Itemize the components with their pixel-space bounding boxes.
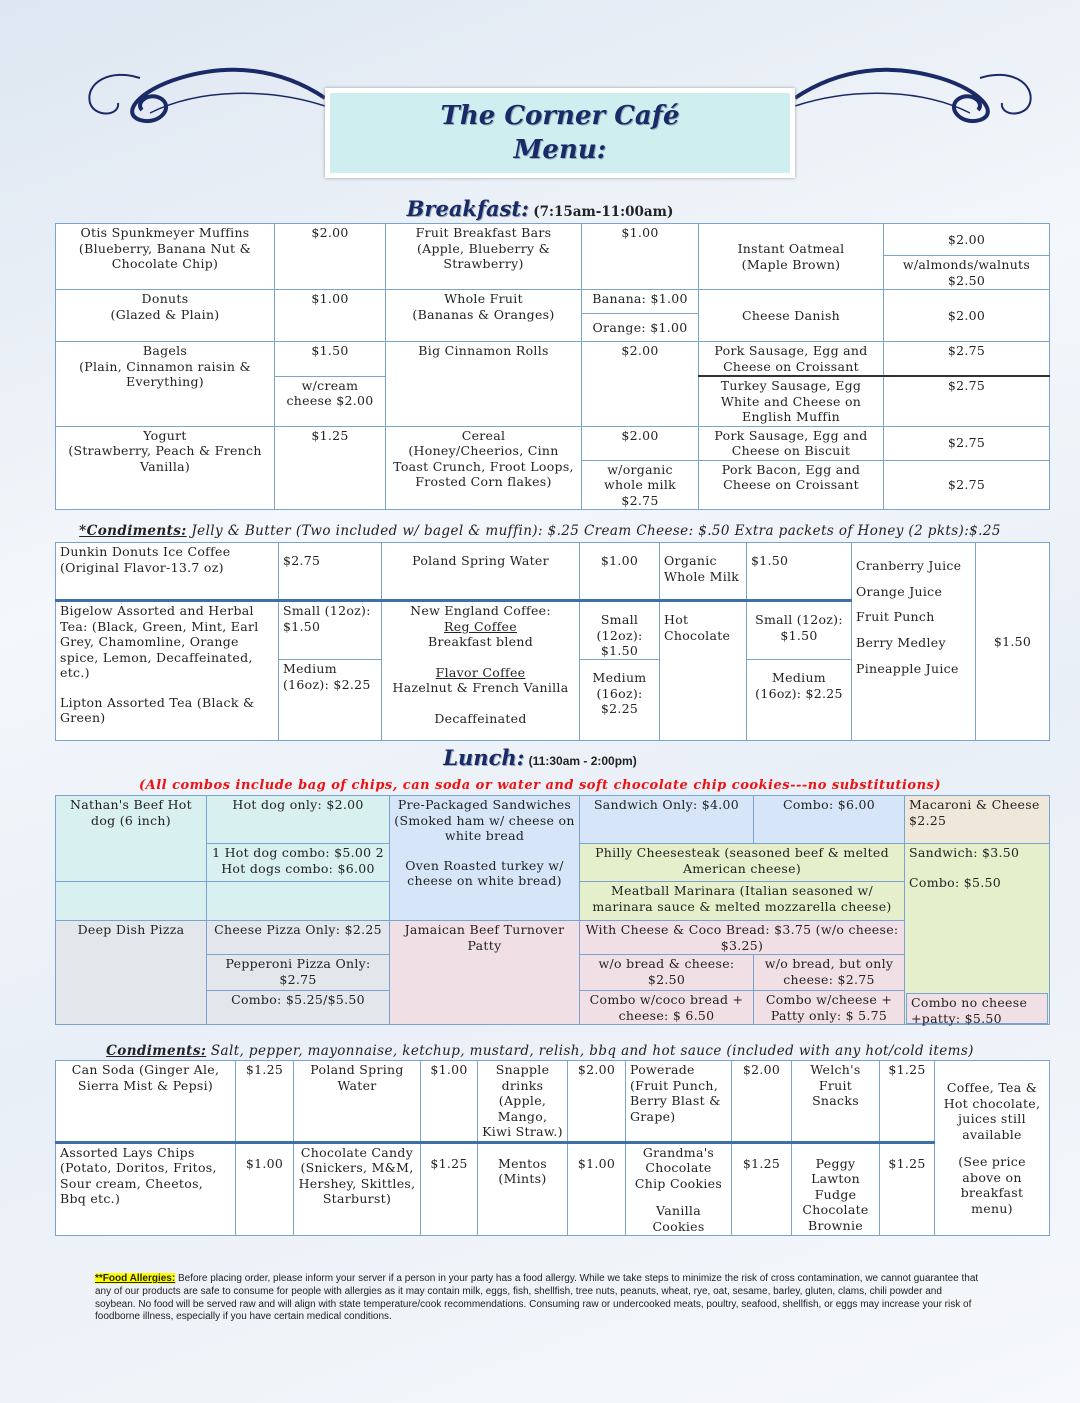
breakfast-heading <box>0 196 1080 221</box>
organic-milk-item: Organic Whole Milk <box>660 543 747 601</box>
juices-list: Cranberry Juice Orange Juice Fruit Punch Berry Medley Pineapple Juice <box>852 543 976 741</box>
mentos-price: $1.00 <box>568 1142 626 1236</box>
hotdog-item: Nathan's Beef Hot dog (6 inch) <box>56 796 207 882</box>
table-cell <box>56 882 207 921</box>
cookies-item: Grandma's Chocolate Chip Cookies Vanilla Cookies <box>626 1142 732 1236</box>
pork-croissant-item: Pork Sausage, Egg and Cheese on Croissant <box>699 342 884 377</box>
lunch-table <box>55 795 1050 1025</box>
allergy-notice <box>95 1273 985 1324</box>
water-price: $1.00 <box>421 1061 478 1143</box>
lunch-heading <box>0 745 1080 770</box>
bagels-price: $1.50 <box>275 342 386 377</box>
bagels-cream-price: w/cream cheese $2.00 <box>275 376 386 426</box>
breakfast-hours: (7:15am-11:00am) <box>533 204 674 220</box>
pizza-combo: Combo: $5.25/$5.50 <box>207 991 390 1025</box>
mentos-item: Mentos (Mints) <box>478 1142 568 1236</box>
hc-small: Small (12oz): $1.50 <box>747 602 851 660</box>
coffee-item: New England Coffee: Reg Coffee Breakfast blend Flavor Coffee Hazelnut & French Vanilla Decaffeinated <box>382 601 580 741</box>
patty-item: Jamaican Beef Turnover Patty <box>390 921 580 1025</box>
snapple-price: $2.00 <box>568 1061 626 1143</box>
hot-chocolate-item: Hot Chocolate <box>660 601 747 741</box>
table-cell <box>279 601 382 741</box>
pepperoni-pizza: Pepperoni Pizza Only: $2.75 <box>207 955 390 991</box>
powerade-item: Powerade (Fruit Punch, Berry Blast & Grape) <box>626 1061 732 1143</box>
poland-item: Poland Spring Water <box>382 543 580 601</box>
combo-no-cheese: Combo no cheese +patty: $5.50 <box>906 993 1048 1024</box>
cinnamon-item: Big Cinnamon Rolls <box>386 342 582 427</box>
tea-medium: Medium (16oz): $2.25 <box>283 661 371 692</box>
danish-price: $2.00 <box>884 290 1050 342</box>
sandwiches-item: Pre-Packaged Sandwiches (Smoked ham w/ cheese on white bread Oven Roasted turkey w/ cheese on white bread) <box>390 796 580 921</box>
mac-prices: Sandwich: $3.50 Combo: $5.50 <box>905 844 1050 1025</box>
sandwich-combo: Combo: $6.00 <box>754 796 905 844</box>
dunkin-price: $2.75 <box>279 543 382 601</box>
patty-wo-bread: w/o bread & cheese: $2.50 <box>580 955 754 991</box>
fruit-bars-item: Fruit Breakfast Bars (Apple, Blueberry & Strawberry) <box>386 224 582 290</box>
yogurt-price: $1.25 <box>275 426 386 510</box>
hc-medium: Medium (16oz): $2.25 <box>755 670 843 701</box>
fruit-bars-price: $1.00 <box>582 224 699 290</box>
table-cell <box>207 882 390 921</box>
welchs-item: Welch's Fruit Snacks <box>792 1061 880 1143</box>
pork-croissant-price: $2.75 <box>884 342 1050 377</box>
organic-milk-price: $1.50 <box>747 543 852 601</box>
cheese-pizza: Cheese Pizza Only: $2.25 <box>207 921 390 955</box>
combo-coco: Combo w/coco bread + cheese: $ 6.50 <box>580 991 754 1025</box>
oatmeal-item: Instant Oatmeal (Maple Brown) <box>699 224 884 290</box>
tea-item: Bigelow Assorted and Herbal Tea: (Black, Green, Mint, Earl Grey, Chamomline, Orange spice, Lemon, Decaffeinated, etc.) Lipton Assorted Tea (Black & Green) <box>56 601 279 741</box>
orange-price: Orange: $1.00 <box>582 314 699 342</box>
oatmeal-price: $2.00 <box>884 224 1050 256</box>
brownie-price: $1.25 <box>880 1142 935 1236</box>
snacks-table <box>55 1060 1050 1236</box>
juice-price: $1.50 <box>976 543 1050 741</box>
muffins-item: Otis Spunkmeyer Muffins (Blueberry, Banana Nut & Chocolate Chip) <box>56 224 275 290</box>
mac-cheese-item: Macaroni & Cheese $2.25 <box>905 796 1050 844</box>
chips-item: Assorted Lays Chips (Potato, Doritos, Fritos, Sour cream, Cheetos, Bbq etc.) <box>56 1142 236 1236</box>
pork-biscuit-item: Pork Sausage, Egg and Cheese on Biscuit <box>699 426 884 460</box>
breakfast-title: Breakfast: <box>406 196 529 221</box>
philly-item: Philly Cheesesteak (seasoned beef & melted American cheese) <box>580 844 905 882</box>
turkey-muffin-item: Turkey Sausage, Egg White and Cheese on English Muffin <box>699 376 884 426</box>
poland-price: $1.00 <box>580 543 660 601</box>
donuts-price: $1.00 <box>275 290 386 342</box>
menu-subtitle: Menu: <box>513 135 607 165</box>
meatball-item: Meatball Marinara (Italian seasoned w/ marinara sauce & melted mozzarella cheese) <box>580 882 905 921</box>
condiments-lunch: Condiments: Salt, pepper, mayonnaise, ketchup, mustard, relish, bbq and hot sauce (included with any hot/cold items) <box>106 1043 974 1059</box>
whole-fruit-item: Whole Fruit (Bananas & Oranges) <box>386 290 582 342</box>
bagels-item: Bagels (Plain, Cinnamon raisin & Everything) <box>56 342 275 427</box>
left-swirl-ornament <box>80 58 330 133</box>
lunch-title: Lunch: <box>443 745 525 770</box>
cafe-title: The Corner Café <box>440 101 680 131</box>
dunkin-item: Dunkin Donuts Ice Coffee (Original Flavor-13.7 oz) <box>56 543 279 601</box>
still-available-note: Coffee, Tea & Hot chocolate, juices still available (See price above on breakfast menu) <box>935 1061 1050 1236</box>
yogurt-item: Yogurt (Strawberry, Peach & French Vanilla) <box>56 426 275 510</box>
breakfast-table <box>55 223 1050 510</box>
title-box <box>325 88 795 178</box>
coffee-medium: Medium (16oz): $2.25 <box>592 670 647 716</box>
banana-price: Banana: $1.00 <box>582 290 699 314</box>
danish-item: Cheese Danish <box>699 290 884 342</box>
allergy-text: Before placing order, please inform your server if a person in your party has a food allergy. While we take steps to minimize the risk of cross contamination, we cannot guarantee that any of our products are safe to consume for people with allergies as it may contain milk, eggs, fish, shellfish, tree nuts, peanuts, wheat, rye, oat, sesame, barley, gluten, clams, chili powder and soybean. No food will be served raw and will align with state temperature/cook recommendations. Consuming raw or undercooked meats, poultry, seafood, shellfish, or eggs may increase your risk of foodborne illness, especially if you have certain medical conditions. <box>95 1273 979 1323</box>
lunch-hours: (11:30am - 2:00pm) <box>528 754 637 768</box>
cinnamon-price: $2.00 <box>582 342 699 427</box>
cookies-price: $1.25 <box>732 1142 792 1236</box>
pizza-item: Deep Dish Pizza <box>56 921 207 1025</box>
tea-small: Small (12oz): $1.50 <box>279 602 381 660</box>
condiments-breakfast: *Condiments: Jelly & Butter (Two included w/ bagel & muffin): $.25 Cream Cheese: $.50 Extra packets of Honey (2 pkts):$.25 <box>79 523 1001 539</box>
bacon-croissant-price: $2.75 <box>884 460 1050 510</box>
cereal-price: $2.00 <box>582 426 699 460</box>
powerade-price: $2.00 <box>732 1061 792 1143</box>
right-swirl-ornament <box>790 58 1040 133</box>
patty-wo-bread-cheese: w/o bread, but only cheese: $2.75 <box>754 955 905 991</box>
hotdog-combo: 1 Hot dog combo: $5.00 2 Hot dogs combo: $6.00 <box>207 844 390 882</box>
muffins-price: $2.00 <box>275 224 386 290</box>
snapple-item: Snapple drinks (Apple, Mango, Kiwi Straw.) <box>478 1061 568 1143</box>
patty-with-cheese: With Cheese & Coco Bread: $3.75 (w/o cheese: $3.25) <box>580 921 905 955</box>
drinks-table <box>55 542 1050 741</box>
table-cell <box>580 601 660 741</box>
cereal-organic-price: w/organic whole milk $2.75 <box>582 460 699 510</box>
coffee-small: Small (12oz): $1.50 <box>580 602 659 660</box>
sandwich-only: Sandwich Only: $4.00 <box>580 796 754 844</box>
oatmeal-almonds: w/almonds/walnuts $2.50 <box>884 256 1050 290</box>
turkey-muffin-price: $2.75 <box>884 376 1050 426</box>
soda-price: $1.25 <box>236 1061 294 1143</box>
hotdog-only: Hot dog only: $2.00 <box>207 796 390 844</box>
candy-price: $1.25 <box>421 1142 478 1236</box>
bacon-croissant-item: Pork Bacon, Egg and Cheese on Croissant <box>699 460 884 510</box>
welchs-price: $1.25 <box>880 1061 935 1143</box>
combo-cheese: Combo w/cheese + Patty only: $ 5.75 <box>754 991 905 1025</box>
water-item: Poland Spring Water <box>294 1061 421 1143</box>
candy-item: Chocolate Candy (Snickers, M&M, Hershey, Skittles, Starburst) <box>294 1142 421 1236</box>
combo-note: (All combos include bag of chips, can soda or water and soft chocolate chip cookies---no substitutions) <box>138 778 942 793</box>
allergy-label: **Food Allergies: <box>95 1273 176 1284</box>
table-cell <box>747 601 852 741</box>
donuts-item: Donuts (Glazed & Plain) <box>56 290 275 342</box>
chips-price: $1.00 <box>236 1142 294 1236</box>
cereal-item: Cereal (Honey/Cheerios, Cinn Toast Crunch, Froot Loops, Frosted Corn flakes) <box>386 426 582 510</box>
soda-item: Can Soda (Ginger Ale, Sierra Mist & Pepsi) <box>56 1061 236 1143</box>
brownie-item: Peggy Lawton Fudge Chocolate Brownie <box>792 1142 880 1236</box>
pork-biscuit-price: $2.75 <box>884 426 1050 460</box>
